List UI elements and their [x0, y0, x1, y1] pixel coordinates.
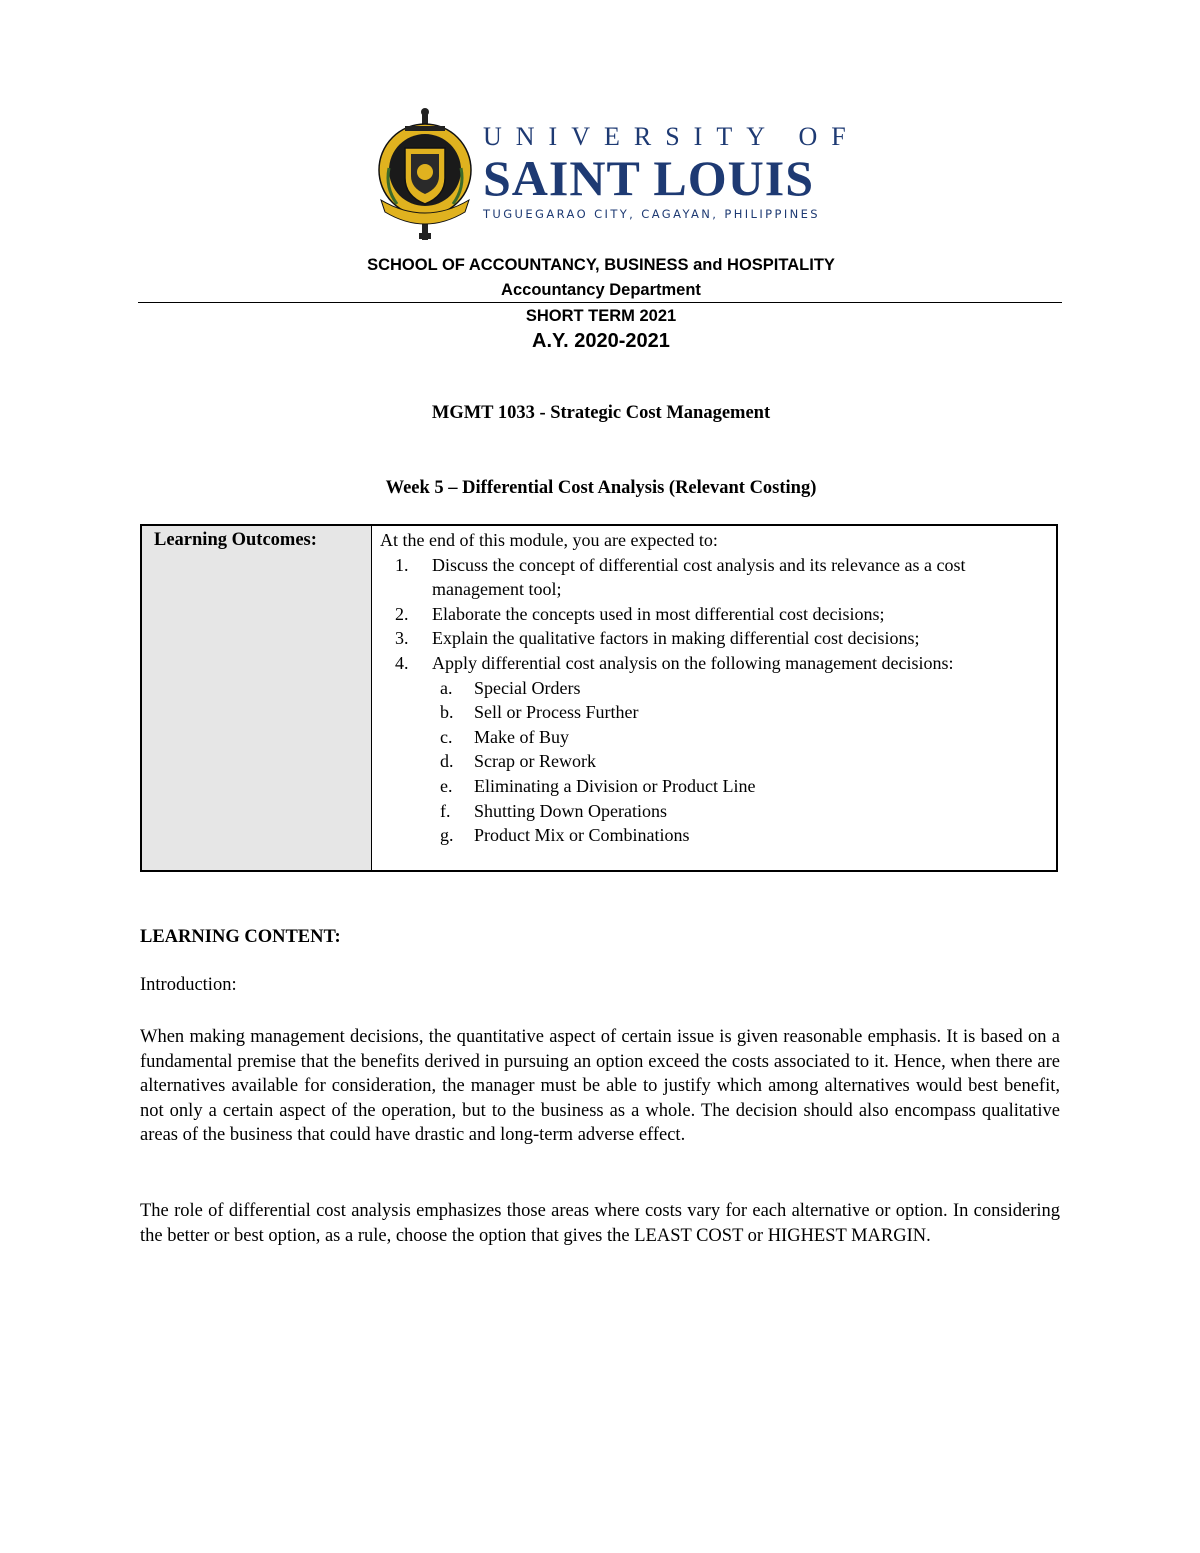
sublist-item: [380, 749, 1050, 774]
sublist-item: [380, 676, 1050, 701]
sublist-letter: e.: [440, 775, 453, 796]
outcomes-heading: Learning Outcomes:: [154, 530, 317, 550]
introduction-label: Introduction:: [140, 975, 237, 995]
university-seal-icon: [375, 108, 475, 248]
logo-location-text: TUGUEGARAO CITY, CAGAYAN, PHILIPPINES: [483, 207, 820, 221]
sublist-text: Eliminating a Division or Product Line: [474, 775, 756, 796]
sublist-letter: d.: [440, 751, 454, 772]
learning-content-heading: LEARNING CONTENT:: [140, 927, 341, 947]
list-item: [380, 651, 1050, 848]
list-item: [380, 626, 1050, 651]
sublist-item: [380, 725, 1050, 750]
sublist-item: [380, 774, 1050, 799]
list-item: [380, 602, 1050, 627]
list-number: 1.: [395, 554, 409, 575]
outcomes-content-cell: [380, 528, 1050, 848]
term-label: SHORT TERM 2021: [525, 307, 677, 325]
sublist-text: Scrap or Rework: [474, 751, 596, 772]
differential-cost-paragraph: The role of differential cost analysis emphasizes those areas where costs vary for each alternative or option. In considering the better or best option, as a rule, choose the option that gives the LEAST COST or HIGHEST MARGIN.: [140, 1201, 1060, 1246]
department-name: Accountancy Department: [501, 281, 701, 299]
sublist-text: Sell or Process Further: [474, 702, 639, 723]
sublist-letter: c.: [440, 726, 453, 747]
header-divider: [138, 302, 1062, 303]
sublist-text: Special Orders: [474, 677, 581, 698]
sublist-letter: b.: [440, 702, 454, 723]
sublist-text: Make of Buy: [474, 726, 569, 747]
sublist-item: [380, 823, 1050, 848]
list-text: Explain the qualitative factors in making differential cost decisions;: [432, 628, 920, 649]
list-number: 3.: [395, 628, 409, 649]
sublist-text: Product Mix or Combinations: [474, 825, 690, 846]
course-title: MGMT 1033 - Strategic Cost Management: [431, 403, 771, 423]
list-text: Apply differential cost analysis on the following management decisions:: [432, 652, 954, 673]
sublist-item: [380, 799, 1050, 824]
list-item: [380, 553, 1050, 602]
sublist-item: [380, 700, 1050, 725]
university-logo: [375, 108, 860, 248]
week-title: Week 5 – Differential Cost Analysis (Relevant Costing): [385, 478, 817, 498]
decisions-sublist: [432, 676, 1050, 848]
school-name: SCHOOL OF ACCOUNTANCY, BUSINESS and HOSPITALITY: [367, 256, 835, 274]
sublist-letter: g.: [440, 825, 454, 846]
academic-year: A.Y. 2020-2021: [532, 330, 670, 352]
outcomes-intro: At the end of this module, you are expected to:: [380, 530, 718, 550]
list-text: Discuss the concept of differential cost analysis and its relevance as a cost management tool;: [432, 554, 966, 600]
logo-wordmark: [483, 122, 860, 224]
logo-main-text: SAINT LOUIS: [483, 150, 815, 206]
sublist-letter: f.: [440, 800, 451, 821]
logo-top-text: UNIVERSITY OF: [483, 122, 860, 151]
introduction-paragraph: When making management decisions, the quantitative aspect of certain issue is given reasonable emphasis. It is based on a fundamental premise that the benefits derived in pursuing an option exceed the costs associated to it. Hence, when there are alternatives available for consideration, the manager must be able to justify which among alternatives would best benefit, not only a certain aspect of the operation, but to the business as a whole. The decision should also encompass qualitative areas of the business that could have drastic and long-term adverse effect.: [140, 1027, 1060, 1146]
learning-outcomes-table: [140, 524, 1058, 872]
outcomes-label-cell: [142, 526, 372, 870]
list-number: 2.: [395, 603, 409, 624]
sublist-text: Shutting Down Operations: [474, 800, 667, 821]
outcomes-list: [380, 553, 1050, 848]
list-number: 4.: [395, 652, 409, 673]
list-text: Elaborate the concepts used in most differential cost decisions;: [432, 603, 885, 624]
sublist-letter: a.: [440, 677, 453, 698]
